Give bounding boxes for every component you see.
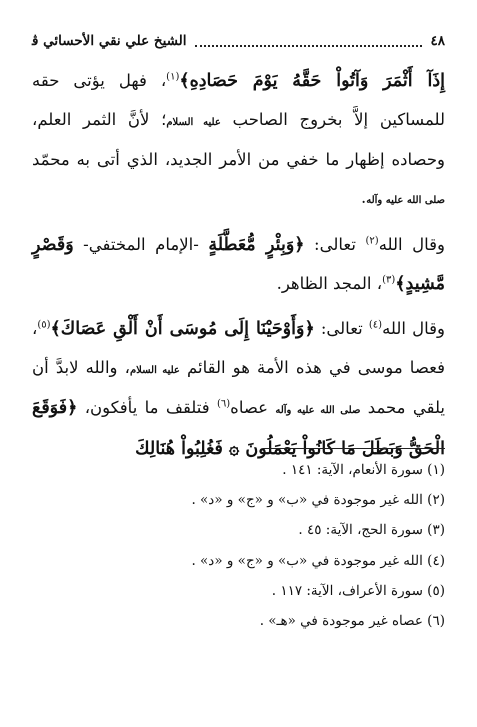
body-text-run: تعالى: — [304, 235, 366, 254]
quran-verse: إِذَآ أَثْمَرَ وَآتُواْ حَقَّهُ يَوْمَ حَصَادِهِ﴾ — [179, 71, 445, 91]
footnote-marker: (١) — [166, 71, 180, 83]
quran-verse: ﴿فَوَقَعَ الْحَقُّ وَبَطَلَ مَا كَانُواْ يَعْمَلُونَ ۞ فَغُلِبُواْ هُنَالِكَ — [32, 398, 445, 459]
footnote: (٥) سورة الأعراف، الآية: ١١٧ . — [271, 582, 445, 599]
honorific: عليه السلام — [129, 364, 180, 376]
footnotes — [32, 455, 445, 636]
footnote: (٣) سورة الحج، الآية: ٤٥ . — [298, 522, 445, 539]
paragraph — [32, 226, 445, 303]
honorific: صلى الله عليه وآله — [275, 405, 361, 416]
paragraph — [32, 62, 445, 219]
footnote-separator — [263, 448, 445, 449]
honorific: عليه السلام — [166, 116, 221, 128]
header-dotted-leader — [195, 35, 423, 47]
running-header — [32, 30, 445, 52]
honorific: صلى الله عليه وآله — [366, 194, 445, 206]
running-title — [32, 33, 187, 49]
body-text-run: ، المجد الظاهر. — [276, 273, 383, 293]
footnote: (٦) عصاه غير موجودة في «هـ» . — [259, 613, 445, 630]
body-text — [32, 62, 445, 468]
body-text-run: وقال الله — [378, 235, 445, 254]
footnote-marker: (٦) — [216, 398, 231, 410]
body-text-run: عصاه — [230, 398, 276, 417]
footnote: (١) سورة الأنعام، الآية: ١٤١ . — [282, 462, 445, 478]
body-text-run: . — [361, 187, 367, 207]
quran-verse: ﴿وَأَوْحَيْنَا إِلَى مُوسَى أَنْ أَلْقِ عَصَاكَ﴾ — [50, 319, 315, 339]
body-text-run: فتلقف ما يأفكون، — [77, 398, 217, 417]
paragraph — [32, 310, 445, 468]
body-text-run: -الإمام المختفي- — [73, 235, 209, 254]
footnote-marker: (٢) — [365, 235, 379, 247]
running-title-text: الشيخ علي نقي الأحسائي — [43, 33, 187, 49]
footnote: (٢) الله غير موجودة في «ب» و «ج» و «د» . — [191, 492, 445, 509]
body-text-run: ، فهل يؤتى حقه للمساكين إلاَّ بخروج الصاحب — [32, 71, 445, 129]
footnote-marker: (٣) — [382, 274, 396, 285]
body-text-run: ، والله لابدَّ أن يلقي محمد — [32, 357, 446, 417]
quran-verse: وَقَصْرٍ مَّشِيدٍ﴾ — [32, 235, 445, 294]
page-number: ٤٨ — [430, 33, 445, 49]
body-text-run: وقال الله — [382, 319, 445, 338]
body-text-run: ، فعصا موسى في هذه الأمة هو القائم — [32, 319, 445, 377]
body-text-run: ؛ لأنَّ الثمر العلم، وحصاده إظهار ما خفي من الأمر الجديد، الذي أتى به محمّد — [32, 109, 445, 169]
body-text-run: تعالى: — [314, 319, 369, 338]
quran-verse: ﴿وَبِئْرٍ مُّعَطَّلَةٍ — [208, 235, 305, 255]
footnote: (٤) الله غير موجودة في «ب» و «ج» و «د» . — [191, 552, 445, 569]
footnote-marker: (٤) — [368, 319, 383, 331]
running-title-honorific: ﭬ — [32, 33, 39, 49]
footnote-marker: (٥) — [37, 319, 51, 331]
